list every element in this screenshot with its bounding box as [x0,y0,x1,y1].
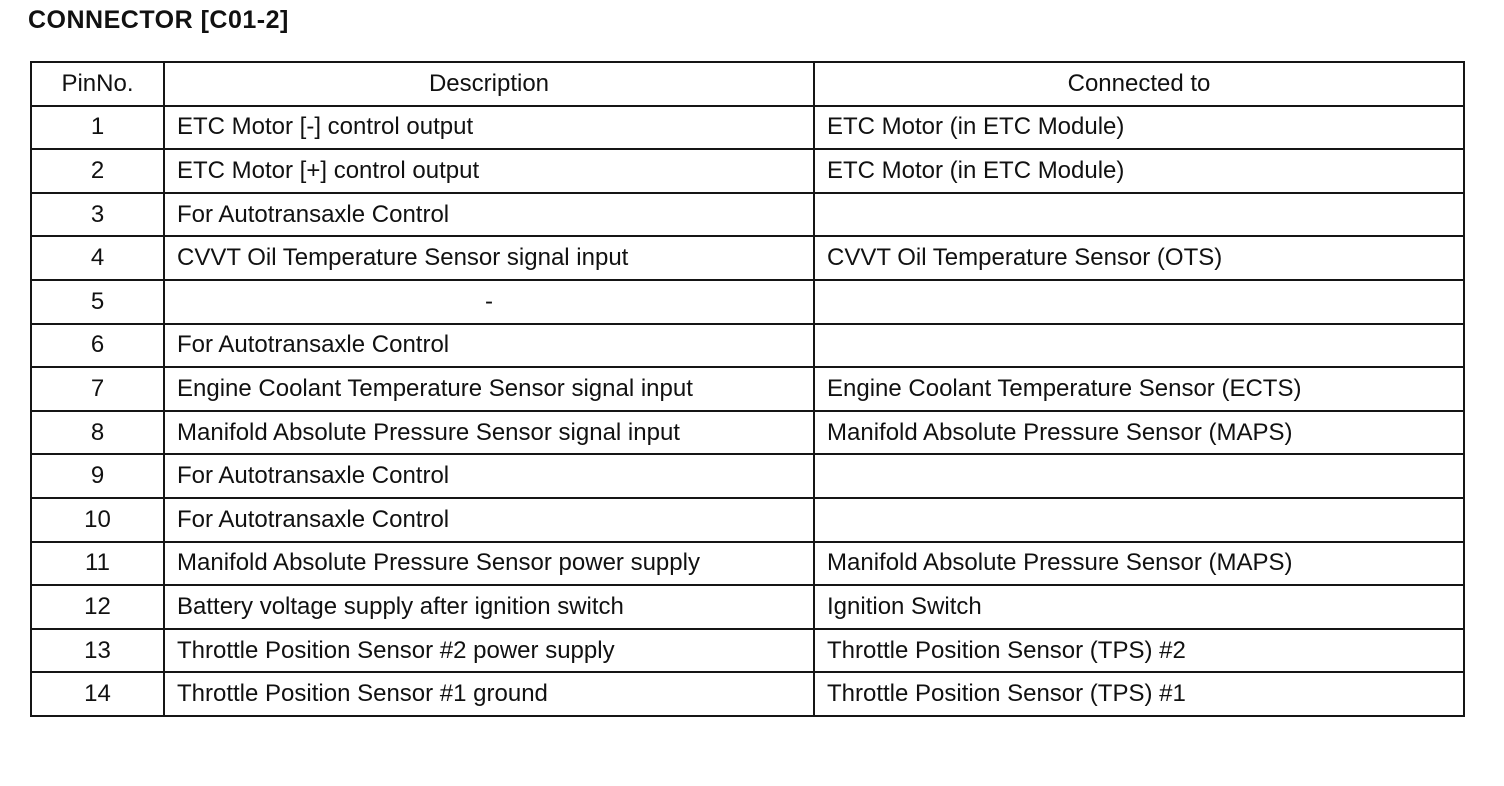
pin-number-cell: 12 [31,585,164,629]
table-row [31,367,1464,411]
table-row [31,106,1464,150]
description-cell: Throttle Position Sensor #1 ground [164,672,814,716]
description-cell: For Autotransaxle Control [164,498,814,542]
table-header-row [31,62,1464,106]
table-row [31,454,1464,498]
connected-to-cell: Engine Coolant Temperature Sensor (ECTS) [814,367,1464,411]
pin-number-cell: 7 [31,367,164,411]
table-row [31,324,1464,368]
table-row [31,672,1464,716]
description-cell: - [164,280,814,324]
pin-number-cell: 13 [31,629,164,673]
pin-number-cell: 10 [31,498,164,542]
description-cell: CVVT Oil Temperature Sensor signal input [164,236,814,280]
column-header-connected-to: Connected to [814,62,1464,106]
pin-number-cell: 9 [31,454,164,498]
table-row [31,542,1464,586]
table-row [31,193,1464,237]
description-cell: For Autotransaxle Control [164,324,814,368]
connected-to-cell [814,454,1464,498]
description-cell: For Autotransaxle Control [164,193,814,237]
description-cell: Engine Coolant Temperature Sensor signal input [164,367,814,411]
pin-number-cell: 1 [31,106,164,150]
column-header-pin: PinNo. [31,62,164,106]
connected-to-cell [814,498,1464,542]
connected-to-cell: Manifold Absolute Pressure Sensor (MAPS) [814,542,1464,586]
connected-to-cell [814,324,1464,368]
table-row [31,585,1464,629]
connected-to-cell [814,193,1464,237]
description-cell: ETC Motor [-] control output [164,106,814,150]
page-title: CONNECTOR [C01-2] [28,6,289,34]
table-row [31,629,1464,673]
pin-number-cell: 14 [31,672,164,716]
description-cell: Battery voltage supply after ignition switch [164,585,814,629]
table-row [31,411,1464,455]
pin-number-cell: 11 [31,542,164,586]
column-header-description: Description [164,62,814,106]
connected-to-cell: Manifold Absolute Pressure Sensor (MAPS) [814,411,1464,455]
pin-number-cell: 2 [31,149,164,193]
table-row [31,236,1464,280]
pin-number-cell: 3 [31,193,164,237]
connected-to-cell: ETC Motor (in ETC Module) [814,106,1464,150]
pin-number-cell: 6 [31,324,164,368]
connected-to-cell: ETC Motor (in ETC Module) [814,149,1464,193]
table-row [31,498,1464,542]
connected-to-cell: CVVT Oil Temperature Sensor (OTS) [814,236,1464,280]
description-cell: Manifold Absolute Pressure Sensor signal input [164,411,814,455]
description-cell: For Autotransaxle Control [164,454,814,498]
connected-to-cell: Ignition Switch [814,585,1464,629]
connected-to-cell: Throttle Position Sensor (TPS) #2 [814,629,1464,673]
connected-to-cell: Throttle Position Sensor (TPS) #1 [814,672,1464,716]
description-cell: Manifold Absolute Pressure Sensor power supply [164,542,814,586]
connected-to-cell [814,280,1464,324]
description-cell: ETC Motor [+] control output [164,149,814,193]
connector-pin-table [30,61,1465,717]
pin-number-cell: 4 [31,236,164,280]
table-row [31,149,1464,193]
description-cell: Throttle Position Sensor #2 power supply [164,629,814,673]
pin-number-cell: 5 [31,280,164,324]
pin-number-cell: 8 [31,411,164,455]
table-row [31,280,1464,324]
